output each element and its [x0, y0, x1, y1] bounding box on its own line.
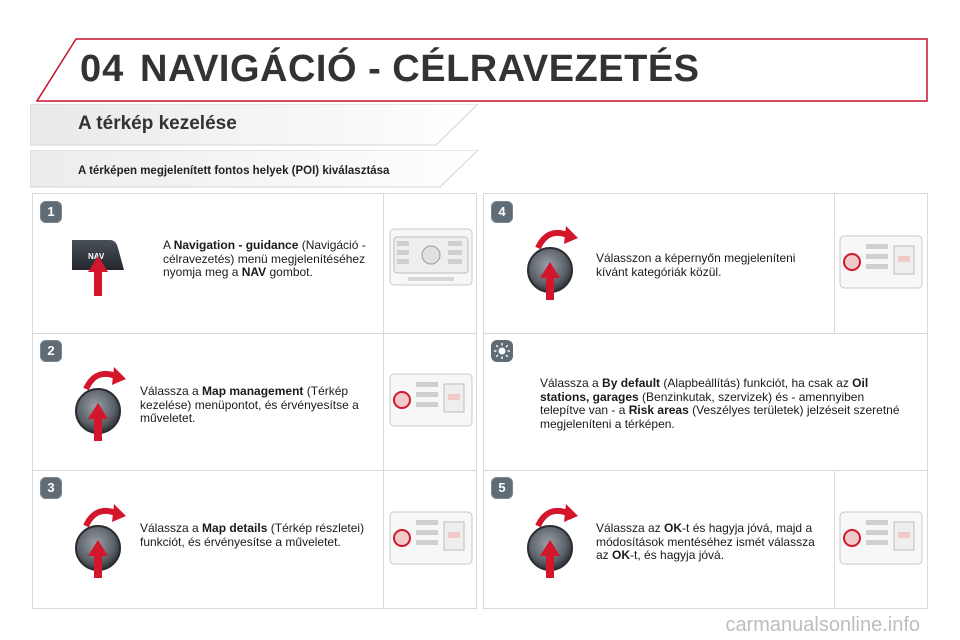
tip-text: [540, 377, 910, 431]
step-text-segment: Válassza az: [596, 521, 665, 535]
step-text-segment: Válassza a: [540, 376, 603, 390]
step-3-text: [140, 522, 378, 549]
step-text-bold: NAV: [241, 265, 267, 280]
chapter-number: 04: [80, 48, 125, 90]
rotary-knob-illustration: [518, 222, 588, 300]
step-4-text: [596, 252, 830, 279]
step-text-segment: (Navigáció - célravezetés) menü megjelenítéséhez nyomja meg a: [163, 238, 366, 280]
step-text-segment: (Benzinkutak, szervizek) és - amennyiben telepítve van - a: [540, 389, 865, 418]
step-5-badge: 5: [491, 477, 513, 499]
step-text-segment: Válasszon a képernyőn megjeleníteni kívánt kategóriák közül.: [596, 251, 796, 279]
nav-button-label: NAV: [88, 252, 105, 261]
step-text-bold: By default: [602, 376, 661, 390]
step-text-segment: Válassza a: [140, 521, 203, 535]
section-title: A térkép kezelése: [78, 113, 237, 134]
step-text-bold: OK: [612, 548, 631, 563]
step-2-badge: 2: [40, 340, 62, 362]
section-subtitle: A térképen megjelenített fontos helyek (POI) kiválasztása: [78, 165, 390, 177]
rotary-knob-illustration: [518, 500, 588, 578]
step-text-bold: Map management: [202, 384, 304, 398]
step-text-segment: -t, és hagyja jóvá.: [630, 548, 725, 563]
step-1-badge: 1: [40, 201, 62, 223]
watermark: carmanualsonline.info: [725, 614, 920, 636]
step-text-bold: Navigation - guidance: [173, 238, 299, 252]
step-text-segment: Válassza a: [140, 384, 203, 398]
step-5-radio-thumbnail: [838, 508, 924, 568]
step-1-radio-thumbnail: [388, 225, 474, 289]
step-text-segment: (Veszélyes területek) jelzéseit szeretné megjeleníteni a térképen.: [540, 403, 900, 431]
step-text-segment: -t és hagyja jóvá, majd a módosítások mentéséhez ismét válassza az: [596, 521, 815, 563]
step-text-segment: (Térkép kezelése) menüpontot, és érvényesítse a műveletet.: [140, 384, 359, 426]
step-text-bold: Map details: [202, 521, 268, 535]
tip-badge: [491, 340, 513, 362]
step-5-text: [596, 522, 830, 563]
step-4-badge: 4: [491, 201, 513, 223]
step-3-radio-thumbnail: [388, 508, 474, 568]
rotary-knob-illustration: [66, 363, 136, 441]
step-text-bold: Oil stations, garages: [540, 376, 869, 404]
step-3-badge: 3: [40, 477, 62, 499]
chapter-title: NAVIGÁCIÓ - CÉLRAVEZETÉS: [140, 48, 700, 90]
step-2-text: [140, 385, 378, 426]
step-4-radio-thumbnail: [838, 232, 924, 292]
step-text-bold: Risk areas: [628, 403, 689, 418]
nav-button-illustration: [72, 236, 130, 300]
step-text-segment: gombot.: [266, 265, 313, 280]
step-1-text: [163, 239, 375, 280]
step-text-segment: (Alapbeállítás) funkciót, ha csak az: [660, 376, 853, 390]
step-text-segment: (Térkép részletei) funkciót, és érvényesítse a műveletet.: [140, 521, 365, 549]
step-text-segment: A: [163, 238, 174, 252]
step-text-bold: OK: [664, 521, 683, 535]
step-2-radio-thumbnail: [388, 370, 474, 430]
rotary-knob-illustration: [66, 500, 136, 578]
lightbulb-icon: [491, 340, 513, 362]
